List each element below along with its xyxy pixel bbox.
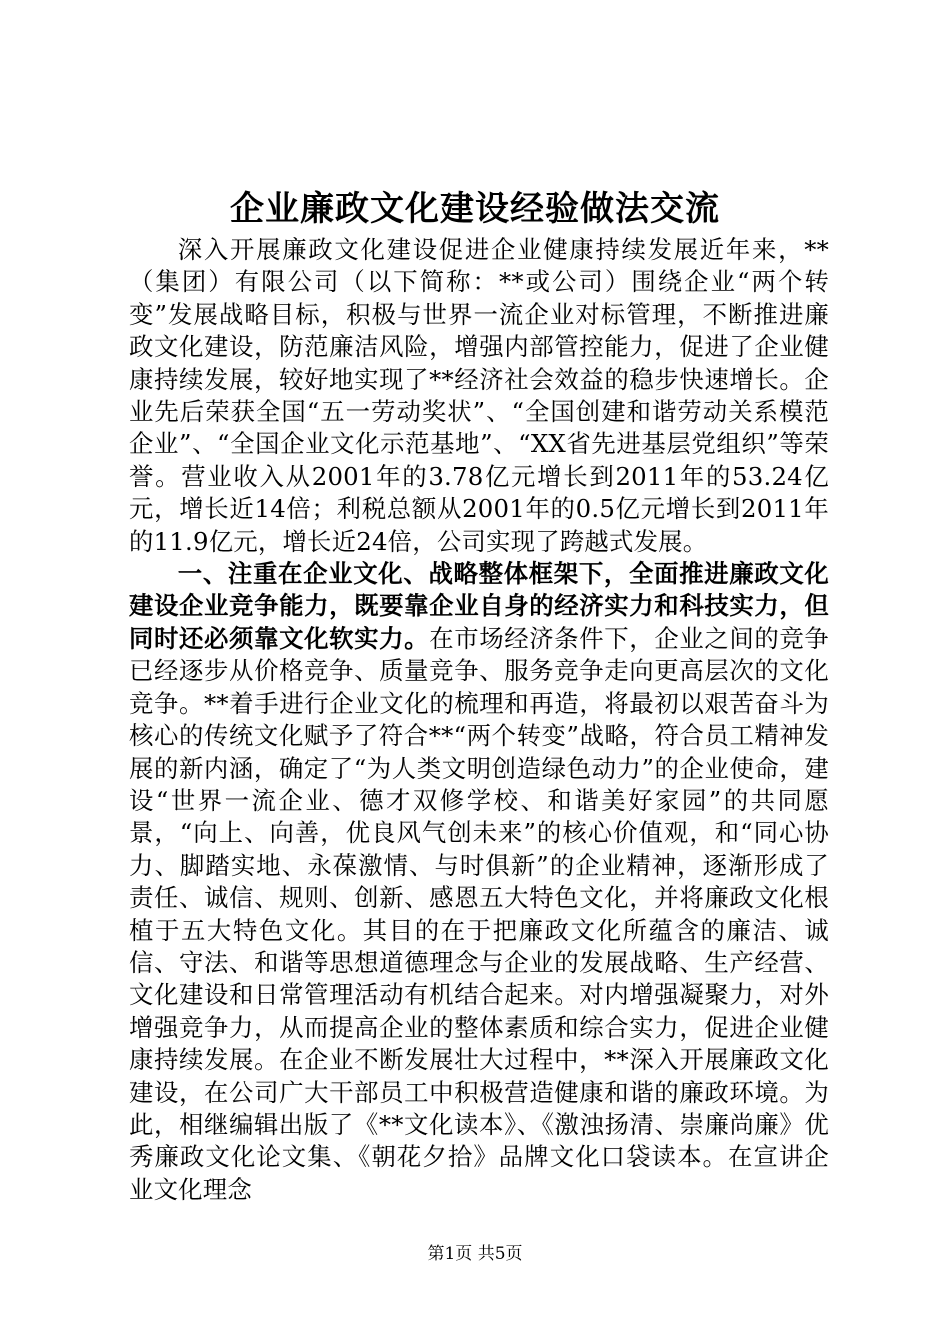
document-body [129,234,829,1206]
section-1-heading: 一、注重在企业文化、战略整体框架下，全面推进廉政文化建设企业竞争能力，既要靠企业自身的经济实力和科技实力，但同时还必须靠文化软实力。 [129,559,829,653]
document-title: 企业廉政文化建设经验做法交流 [230,189,720,229]
section-1-body: 在市场经济条件下，企业之间的竞争已经逐步从价格竞争、质量竞争、服务竞争走向更高层次的文化竞争。**着手进行企业文化的梳理和再造，将最初以艰苦奋斗为核心的传统文化赋予了符合**“两个转变”战略，符合员工精神发展的新内涵，确定了“为人类文明创造绿色动力”的企业使命，建设“世界一流企业、德才双修学校、和谐美好家园”的共同愿景，“向上、向善，优良风气创未来”的核心价值观，和“同心协力、脚踏实地、永葆激情、与时俱新”的企业精神，逐渐形成了责任、诚信、规则、创新、感恩五大特色文化，并将廉政文化根植于五大特色文化。其目的在于把廉政文化所蕴含的廉洁、诚信、守法、和谐等思想道德理念与企业的发展战略、生产经营、文化建设和日常管理活动有机结合起来。对内增强凝聚力，对外增强竞争力，从而提高企业的整体素质和综合实力，促进企业健康持续发展。在企业不断发展壮大过程中，**深入开展廉政文化建设，在公司广大干部员工中积极营造健康和谐的廉政环境。为此，相继编辑出版了《**文化读本》、《激浊扬清、崇廉尚廉》优秀廉政文化论文集、《朝花夕拾》品牌文化口袋读本。在宣讲企业文化理念 [129,623,830,1204]
intro-paragraph: 深入开展廉政文化建设促进企业健康持续发展近年来，**（集团）有限公司（以下简称：**或公司）围绕企业“两个转变”发展战略目标，积极与世界一流企业对标管理，不断推进廉政文化建设，防范廉洁风险，增强内部管控能力，促进了企业健康持续发展，较好地实现了**经济社会效益的稳步快速增长。企业先后荣获全国“五一劳动奖状”、“全国创建和谐劳动关系模范企业”、“全国企业文化示范基地”、“XX省先进基层党组织”等荣誉。营业收入从2001年的3.78亿元增长到2011年的53.24亿元，增长近14倍；利税总额从2001年的0.5亿元增长到2011年的11.9亿元，增长近24倍，公司实现了跨越式发展。 [129,235,829,556]
section-1-paragraph [129,558,829,1206]
page-number-footer: 第1页 共5页 [427,1244,523,1264]
